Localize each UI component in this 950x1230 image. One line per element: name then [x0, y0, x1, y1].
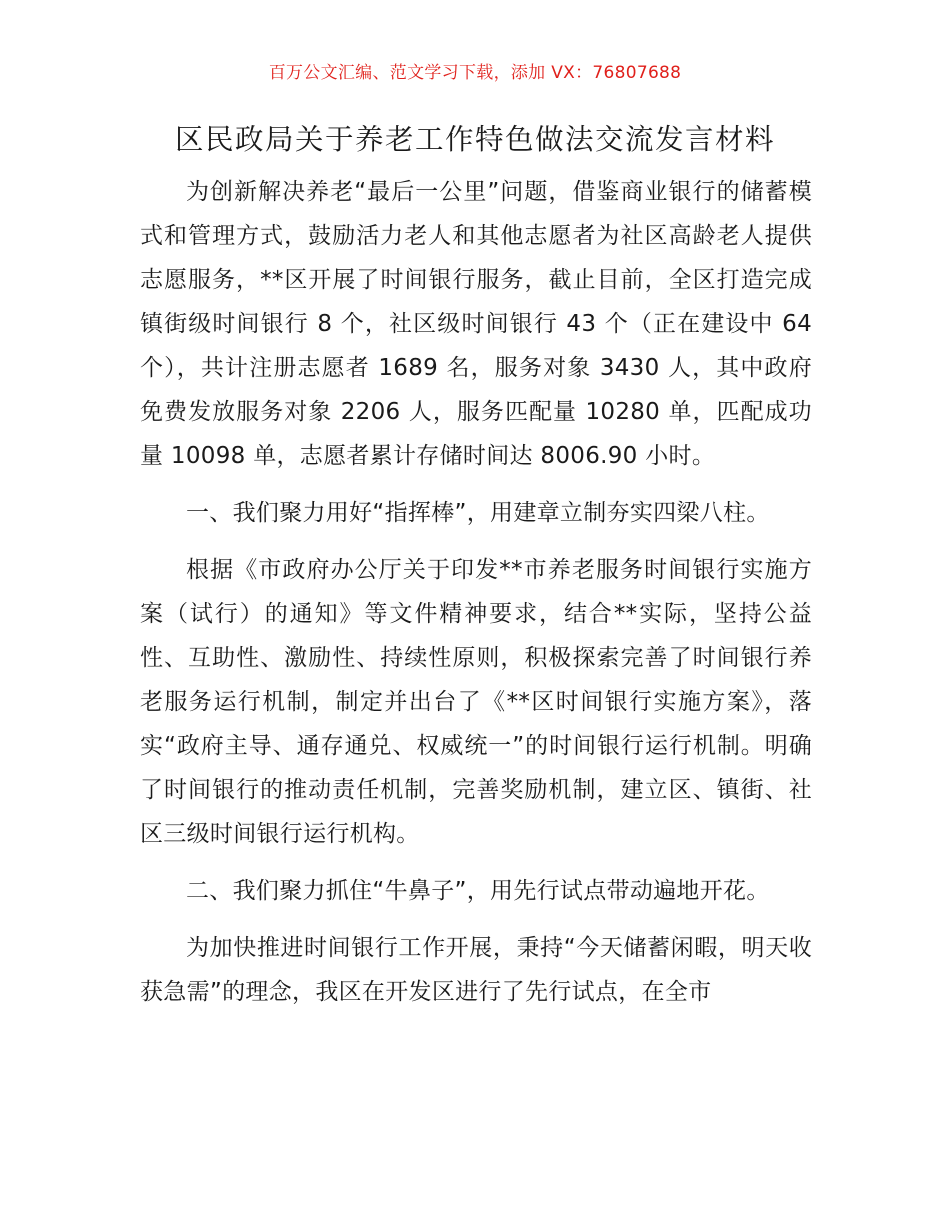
paragraph-section-2-heading: 二、我们聚力抓住“牛鼻子”，用先行试点带动遍地开花。 — [186, 878, 770, 904]
paragraph-section-1-heading: 一、我们聚力用好“指挥棒”，用建章立制夯实四梁八柱。 — [186, 500, 770, 526]
document-body — [140, 170, 812, 1027]
document-title: 区民政局关于养老工作特色做法交流发言材料 — [174, 123, 775, 156]
paragraph-section-2-body: 为加快推进时间银行工作开展，秉持“今天储蓄闲暇，明天收获急需”的理念，我区在开发区进行了先行试点，在全市 — [140, 935, 812, 1005]
paragraph-section-1-body: 根据《市政府办公厅关于印发**市养老服务时间银行实施方案（试行）的通知》等文件精神要求，结合**实际，坚持公益性、互助性、激励性、持续性原则，积极探索完善了时间银行养老服务运行机制，制定并出台了《**区时间银行实施方案》，落实“政府主导、通存通兑、权威统一”的时间银行运行机制。明确了时间银行的推动责任机制，完善奖励机制，建立区、镇街、社区三级时间银行运行机构。 — [140, 557, 812, 847]
download-promo-note: 百万公文汇编、范文学习下载，添加 VX：76807688 — [268, 63, 682, 83]
paragraph-intro: 为创新解决养老“最后一公里”问题，借鉴商业银行的储蓄模式和管理方式，鼓励活力老人和其他志愿者为社区高龄老人提供志愿服务，**区开展了时间银行服务，截止目前，全区打造完成镇街级时间银行 8 个，社区级时间银行 43 个（正在建设中 64 个），共计注册志愿者 1689 名，服务对象 3430 人，其中政府免费发放服务对象 2206 人，服务匹配量 10280 单，匹配成功量 10098 单，志愿者累计存储时间达 8006.90 小时。 — [140, 179, 812, 469]
